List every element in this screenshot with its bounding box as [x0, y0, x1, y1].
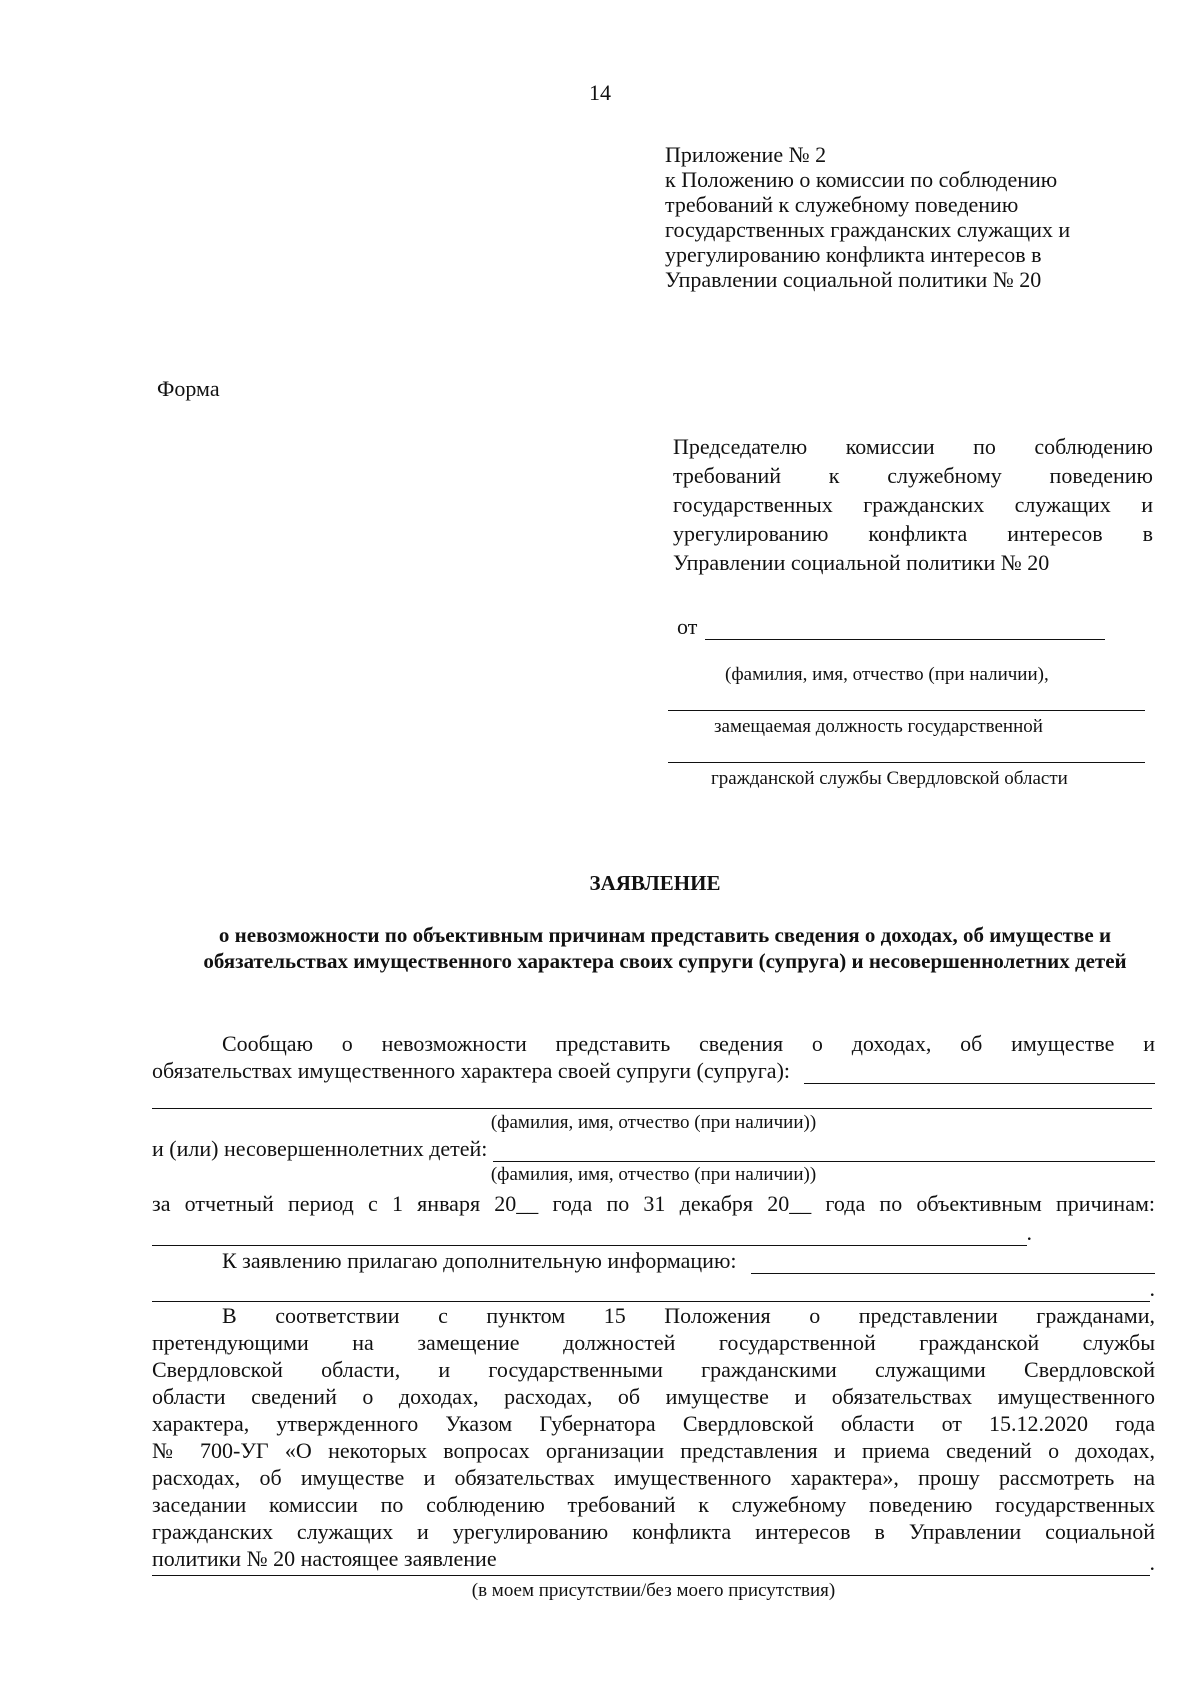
from-label: от: [677, 614, 698, 639]
request-line: претендующими на замещение должностей государственной гражданской службы: [152, 1330, 1155, 1355]
children-label: и (или) несовершеннолетних детей:: [152, 1136, 488, 1161]
position-field-line[interactable]: [668, 710, 1145, 711]
from-name-field[interactable]: [705, 617, 1105, 640]
request-line: заседании комиссии по соблюдению требований к служебному поведению государственных: [152, 1492, 1155, 1517]
reasons-field[interactable]: [152, 1244, 1027, 1246]
addressee-line: урегулированию конфликта интересов в: [673, 521, 1153, 546]
period-line: за отчетный период с 1 января 20__ года по 31 декабря 20__ года по объективным причинам:: [152, 1191, 1155, 1216]
addressee-block: [673, 432, 1153, 577]
document-title: ЗАЯВЛЕНИЕ: [589, 871, 721, 895]
reasons-row: .: [152, 1220, 1032, 1246]
attach-row: [152, 1247, 1155, 1274]
document-subtitle: о невозможности по объективным причинам представить сведения о доходах, об имуществе и обязательствах имущественного характера своих супруги (супруга) и несовершеннолетних детей: [203, 923, 1127, 973]
spouse-row: [152, 1057, 1155, 1084]
appendix-line: Приложение № 2: [665, 142, 827, 167]
attach-field[interactable]: [751, 1272, 1156, 1274]
caption-fio-2: (фамилия, имя, отчество (при наличии)): [490, 1164, 817, 1185]
appendix-line: урегулированию конфликта интересов в: [665, 242, 1042, 267]
request-line: расходах, об имуществе и обязательствах имущественного характера», прошу рассмотреть на: [152, 1465, 1155, 1490]
presence-row: .: [152, 1550, 1155, 1576]
addressee-line: Управлении социальной политики № 20: [673, 550, 1050, 575]
addressee-line: государственных гражданских служащих и: [673, 492, 1153, 517]
request-line: характера, утвержденного Указом Губернатора Свердловской области от 15.12.2020 года: [152, 1411, 1155, 1436]
request-line: № 700-УГ «О некоторых вопросах организации представления и приема сведений о доходах,: [152, 1438, 1155, 1463]
from-row: [677, 614, 1105, 640]
spouse-label: обязательствах имущественного характера своей супруги (супруга):: [152, 1058, 791, 1083]
spouse-field-line[interactable]: [152, 1108, 1152, 1109]
spouse-field[interactable]: [804, 1082, 1155, 1084]
appendix-line: государственных гражданских служащих и: [665, 217, 1071, 242]
body-line: Сообщаю о невозможности представить сведения о доходах, об имуществе и: [222, 1031, 1155, 1056]
children-row: [152, 1135, 1155, 1162]
request-line: гражданских служащих и урегулированию конфликта интересов в Управлении социальной: [152, 1519, 1155, 1544]
presence-field[interactable]: [152, 1574, 1150, 1576]
children-field[interactable]: [493, 1160, 1155, 1162]
attach-row-2: .: [152, 1276, 1155, 1302]
caption-fio: (фамилия, имя, отчество (при наличии)): [490, 1112, 817, 1133]
addressee-line: требований к служебному поведению: [673, 463, 1153, 488]
page-number: 14: [589, 80, 611, 105]
caption-service: гражданской службы Свердловской области: [711, 768, 1068, 789]
appendix-line: к Положению о комиссии по соблюдению: [665, 167, 1058, 192]
attach-label: К заявлению прилагаю дополнительную информацию:: [222, 1248, 737, 1273]
appendix-line: требований к служебному поведению: [665, 192, 1019, 217]
form-label: Форма: [157, 376, 220, 401]
request-line: области сведений о доходах, расходах, об имуществе и обязательствах имущественного: [152, 1384, 1155, 1409]
request-paragraph: [152, 1302, 1155, 1572]
caption-position: замещаемая должность государственной: [714, 716, 1043, 737]
request-line: В соответствии с пунктом 15 Положения о представлении гражданами,: [222, 1303, 1155, 1328]
addressee-line: Председателю комиссии по соблюдению: [673, 434, 1153, 459]
request-line: Свердловской области, и государственными гражданскими служащими Свердловской: [152, 1357, 1155, 1382]
service-field-line[interactable]: [668, 762, 1145, 763]
appendix-line: Управлении социальной политики № 20: [665, 267, 1042, 292]
caption-presence: (в моем присутствии/без моего присутствия): [471, 1580, 836, 1601]
appendix-header: [665, 142, 1185, 292]
caption-name: (фамилия, имя, отчество (при наличии),: [725, 664, 1049, 685]
request-line: политики № 20 настоящее заявление: [152, 1546, 497, 1571]
